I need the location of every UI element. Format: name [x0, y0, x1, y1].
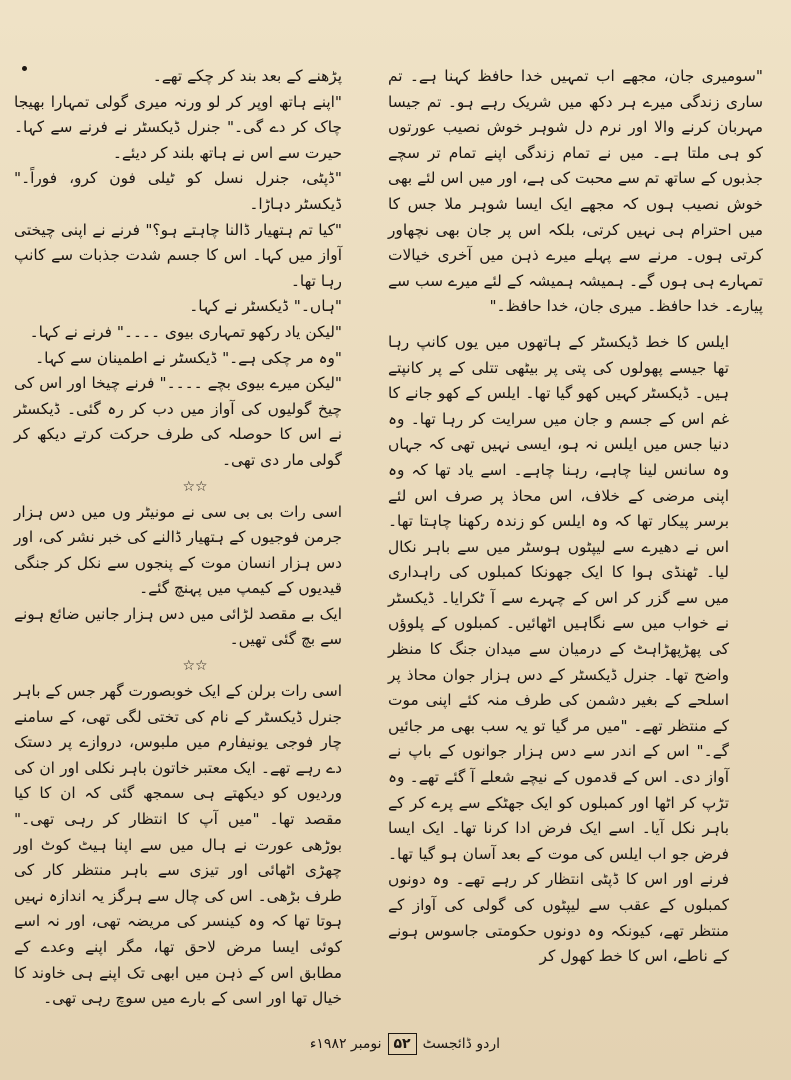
- body-paragraph: "اپنے ہاتھ اوپر کر لو ورنہ میری گولی تمہارا بھیجا چاک کر دے گی۔" جنرل ڈیکسٹر نے فرنے سے کہا۔ حیرت سے اس نے ہاتھ بلند کر دیئے۔: [14, 92, 342, 162]
- intro-line: پڑھنے کے بعد بند کر چکے تھے۔: [152, 67, 342, 85]
- body-paragraph: "ہاں۔" ڈیکسٹر نے کہا۔: [189, 297, 342, 316]
- left-column: [14, 64, 376, 1012]
- right-column: [388, 64, 763, 970]
- magazine-name: اردو ڈائجسٹ: [422, 1036, 500, 1052]
- body-paragraph: ایک بے مقصد لڑائی میں دس ہزار جانیں ضائع ہونے سے بچ گئی تھیں۔: [14, 604, 342, 649]
- body-paragraph: "وہ مر چکی ہے۔" ڈیکسٹر نے اطمینان سے کہا۔: [35, 348, 342, 367]
- section-separator: ☆☆: [182, 658, 208, 675]
- section-separator: ☆☆: [182, 478, 208, 495]
- body-paragraph: ایلس کا خط ڈیکسٹر کے ہاتھوں میں یوں کانپ رہا تھا جیسے پھولوں کی پتی پر بیٹھی تتلی کے پر کانپتے ہیں۔ ڈیکسٹر کہیں کھو گیا تھا۔ ایلس کے کھو جانے کا غم اس کے جسم و جان میں سرایت کر رہا تھا۔ وہ دنیا جس میں ایلس نہ ہو، ایسی نہیں تھی کہ جہاں وہ سانس لینا چاہے، رہنا چاہے۔ اسے یاد تھا کہ وہ اپنی مرضی کے خلاف، اس محاذ پر صرف اس لئے برسر پیکار تھا کہ وہ ایلس کو زندہ رکھنا چاہتا تھا۔ اس نے دھیرے سے لیپٹوں ہوسٹر میں سے باہر نکال لیا۔ ٹھنڈی ہوا کا ایک جھونکا کمبلوں کی راہداری میں سے گزر کر اس کے چہرے سے آ ٹکرایا۔ ڈیکسٹر نے خواب میں سے نگاہیں اٹھائیں۔ کمبلوں کے پلوؤں کی پھڑپھڑاہٹ کے درمیان سے میدان جنگ کا منظر واضح تھا۔ جنرل ڈیکسٹر کے دس ہزار جوان محاذ پر اسلحے کے بغیر دشمن کی طرف منہ کئے اپنی موت کے منتظر تھے۔ "میں مر گیا تو یہ سب بھی مر جائیں گے۔" اس کے اندر سے دس ہزار جوانوں کے باپ نے آواز دی۔ اس کے قدموں کے نیچے شعلے آ گئے تھے۔ وہ تڑپ کر اٹھا اور کمبلوں کو ایک جھٹکے سے پرے کر کے باہر نکل آیا۔ اسے ایک فرض ادا کرنا تھا۔ ایک ایسا فرض جو اب ایلس کی موت کے بعد آسان ہو گیا تھا۔ فرنے اور اس کا ڈپٹی انتظار کر رہے تھے۔ وہ دونوں کمبلوں کے عقب سے لیپٹوں کی گولی کی آواز کے منتظر تھے، کیونکہ وہ دونوں حکومتی جاسوس ہونے کے ناطے، اس کا خط کھول کر: [388, 332, 729, 966]
- letter-paragraph: "سومیری جان، مجھے اب تمہیں خدا حافظ کہنا ہے۔ تم ساری زندگی میرے ہر دکھ میں شریک رہے ہو۔ تم جیسا مہربان کرنے والا اور نرم دل شوہر خوش نصیب عورتوں کو ہی ملتا ہے۔ میں نے تمام زندگی اپنے تمام تر سچے جذبوں کے ساتھ تم سے محبت کی ہے، اور میں اس لئے بھی خوش نصیب ہوں کہ مجھے ایک ایسا شوہر ملا جس کا میں احترام ہی نہیں کرتی، بلکہ اس پر جان بھی نچھاور کرتی ہوں۔ مرنے سے پہلے میرے ذہن میں آخری خیالات تمہارے ہی ہوں گے۔ ہمیشہ ہمیشہ کے لئے میرے سب سے پیارے۔ خدا حافظ۔ میری جان، خدا حافظ۔": [388, 67, 763, 316]
- page-footer: [290, 1030, 500, 1058]
- body-paragraph: "لیکن یاد رکھو تمہاری بیوی ۔۔۔۔" فرنے نے کہا۔: [29, 322, 342, 341]
- body-paragraph: "ڈپٹی، جنرل نسل کو ٹیلی فون کرو، فوراً۔" ڈیکسٹر دہاڑا۔: [14, 169, 342, 213]
- body-paragraph: "لیکن میرے بیوی بچے ۔۔۔۔" فرنے چیخا اور اس کی چیخ گولیوں کی آواز میں دب کر رہ گئی۔ ڈیکسٹر نے اس کا حوصلہ کی طرف حرکت کرتے دیکھ کر گولی مار دی تھی۔: [14, 374, 342, 469]
- body-paragraph: "کیا تم ہتھیار ڈالنا چاہتے ہو؟" فرنے نے اپنی چیختی آواز میں کہا۔ اس کا جسم شدت جذبات سے کانپ رہا تھا۔: [14, 220, 342, 290]
- body-paragraph: اسی رات برلن کے ایک خوبصورت گھر جس کے باہر جنرل ڈیکسٹر کے نام کی تختی لگی تھی، کے سامنے چار فوجی یونیفارم میں ملبوس، دروازے پر دستک دے رہے تھے۔ ایک معتبر خاتون باہر نکلی اور ان کی وردیوں کو دیکھتے ہی سمجھ گئی کہ ان کا کیا مقصد تھا۔ "میں آپ کا انتظار کر رہی تھی۔" بوڑھی عورت نے ہال میں سے اپنا ہیٹ کوٹ اور چھڑی اٹھائی اور تیزی سے باہر منتظر کار کی طرف بڑھی۔ اس کی چال سے ہرگز یہ اندازہ نہیں ہوتا تھا کہ وہ کینسر کی مریضہ تھی، اور نہ اسے کوئی ایسا مرض لاحق تھا، مگر اپنے وعدے کے مطابق اس کے ذہن میں ابھی تک اپنے ہی خاوند کا خیال تھا اور اسی کے بارے میں سوچ رہی تھی۔: [14, 682, 342, 1008]
- body-paragraph: اسی رات بی بی سی نے مونیٹر وں میں دس ہزار جرمن فوجیوں کے ہتھیار ڈالنے کی خبر نشر کی، اور دس ہزار انسان موت کے پنجوں سے نکل کر جنگی قیدیوں کے کیمپ میں پہنچ گئے۔: [14, 502, 342, 598]
- issue-date: نومبر ۱۹۸۲ء: [309, 1036, 382, 1052]
- page-number: ۵۲: [388, 1033, 417, 1055]
